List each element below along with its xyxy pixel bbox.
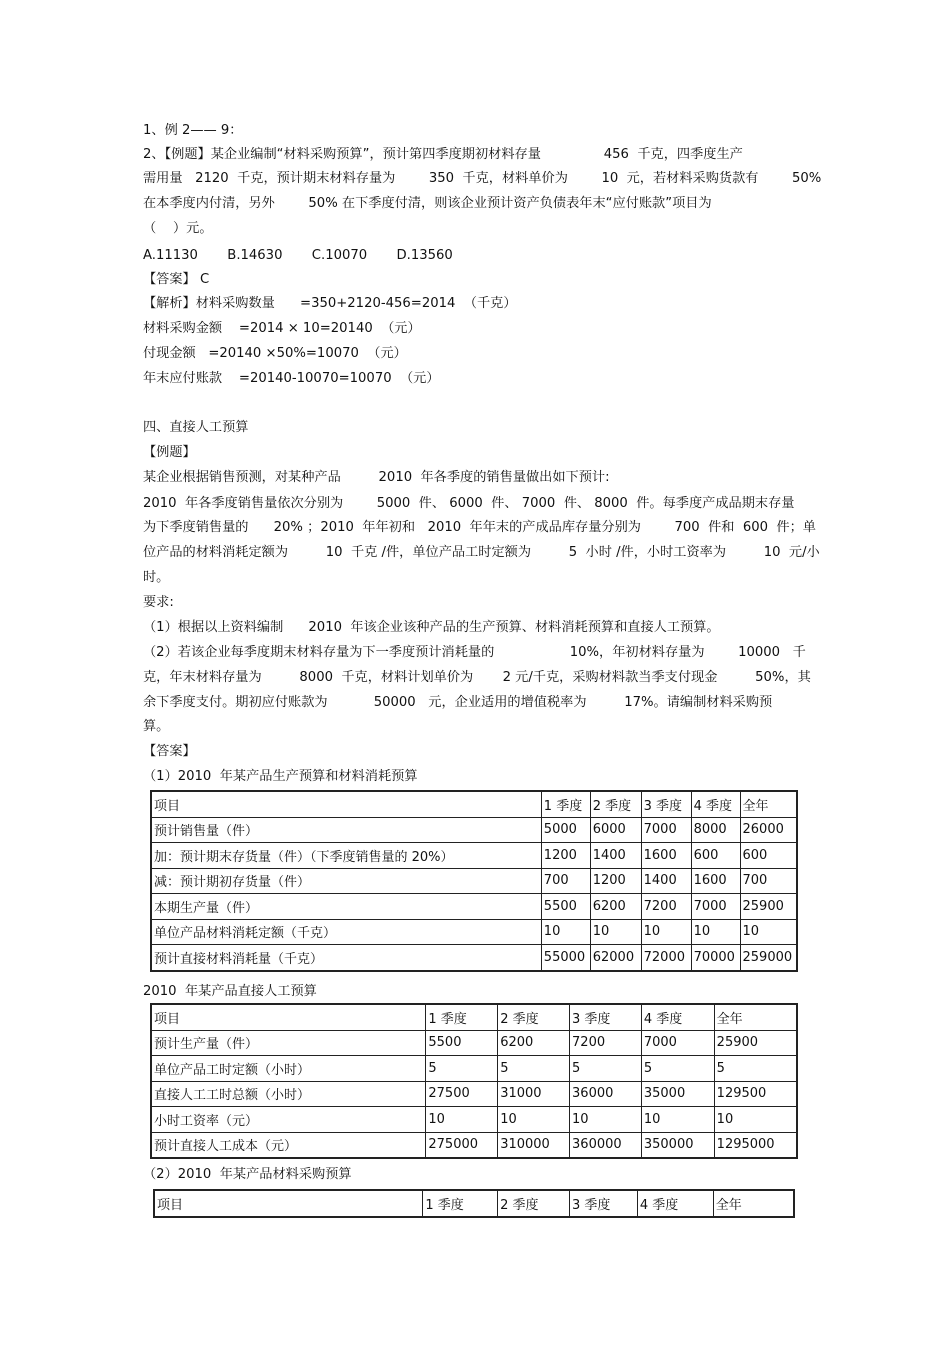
table-caption: （2）2010 年某产品材料采购预算 <box>143 1167 352 1182</box>
problem-line: 在本季度内付清，另外 50% 在下季度付清，则该企业预计资产负债表年末“应付账款”项目为 <box>143 196 712 211</box>
problem-line: 2、【例题】某企业编制“材料采购预算”，预计第四季度期初材料存量 456 千克，四季度生产 <box>143 147 743 162</box>
example-ref-line: 1、例 2—— 9： <box>143 123 243 138</box>
table-header-row <box>151 791 797 817</box>
table-header-cell: 项目 <box>151 791 541 817</box>
table-row <box>151 1107 797 1133</box>
table-cell: 72000 <box>641 945 691 971</box>
table-header-cell: 3 季度 <box>570 1190 638 1217</box>
table-header-row <box>151 1004 797 1030</box>
table-cell: 310000 <box>498 1132 570 1158</box>
table-cell: 600 <box>691 843 740 869</box>
table-header-cell: 2 季度 <box>498 1190 570 1217</box>
table-cell: 10 <box>570 1107 642 1133</box>
table-cell: 7000 <box>691 894 740 920</box>
table-cell: 36000 <box>570 1081 642 1107</box>
table-cell: 129500 <box>714 1081 797 1107</box>
table-header-cell: 4 季度 <box>641 1004 714 1030</box>
table-row <box>151 945 797 971</box>
table-row <box>151 919 797 945</box>
table-cell: 10 <box>498 1107 570 1133</box>
answer-line: 【答案】 C <box>143 272 210 287</box>
table-header-cell: 2 季度 <box>590 791 641 817</box>
paragraph-line: 时。 <box>143 570 170 585</box>
table-cell: 27500 <box>426 1081 498 1107</box>
table-row <box>151 1030 797 1056</box>
table-row <box>151 894 797 920</box>
analysis-line: 年末应付账款 =20140-10070=10070 （元） <box>143 371 440 386</box>
table-header-cell: 1 季度 <box>426 1004 498 1030</box>
table-cell: 5500 <box>541 894 590 920</box>
problem-line: （ ）元。 <box>143 221 213 236</box>
table-cell: 加：预计期末存货量（件）（下季度销售量的 20%） <box>151 843 541 869</box>
table-cell: 31000 <box>498 1081 570 1107</box>
table-cell: 10 <box>641 1107 714 1133</box>
table-cell: 5 <box>498 1056 570 1082</box>
direct-labor-budget-table <box>150 1003 798 1159</box>
table-header-cell: 4 季度 <box>637 1190 713 1217</box>
table-cell: 6200 <box>498 1030 570 1056</box>
table-cell: 6200 <box>590 894 641 920</box>
table-cell: 1400 <box>641 868 691 894</box>
table-cell: 1295000 <box>714 1132 797 1158</box>
table-header-cell: 项目 <box>154 1190 423 1217</box>
table-cell: 1400 <box>590 843 641 869</box>
table-cell: 本期生产量（件） <box>151 894 541 920</box>
requirement-line: （1）根据以上资料编制 2010 年该企业该种产品的生产预算、材料消耗预算和直接人工预算。 <box>143 620 720 635</box>
table-header-cell: 1 季度 <box>541 791 590 817</box>
requirement-label: 要求: <box>143 595 174 610</box>
table-row <box>151 817 797 843</box>
table-cell: 5000 <box>541 817 590 843</box>
analysis-line: 材料采购金额 =2014 × 10=20140 （元） <box>143 321 421 336</box>
section-heading: 四、直接人工预算 <box>143 420 249 435</box>
table-cell: 5 <box>426 1056 498 1082</box>
table-cell: 10 <box>740 919 797 945</box>
table-cell: 62000 <box>590 945 641 971</box>
table-row <box>151 843 797 869</box>
table-header-cell: 3 季度 <box>570 1004 642 1030</box>
table-row <box>151 1056 797 1082</box>
table-header-cell: 项目 <box>151 1004 426 1030</box>
table-cell: 10 <box>691 919 740 945</box>
table-cell: 预计直接人工成本（元） <box>151 1132 426 1158</box>
problem-line: 需用量 2120 千克，预计期末材料存量为 350 千克，材料单价为 10 元，若材料采购货款有 50% <box>143 171 822 186</box>
table-cell: 26000 <box>740 817 797 843</box>
table-cell: 1600 <box>691 868 740 894</box>
material-purchase-budget-table <box>153 1189 795 1218</box>
table-cell: 1200 <box>590 868 641 894</box>
answer-label: 【答案】 <box>143 744 196 759</box>
table-header-row <box>154 1190 794 1217</box>
table-cell: 350000 <box>641 1132 714 1158</box>
table-cell: 10 <box>426 1107 498 1133</box>
table-cell: 10 <box>714 1107 797 1133</box>
table-row <box>151 1081 797 1107</box>
table-cell: 25900 <box>740 894 797 920</box>
table-cell: 259000 <box>740 945 797 971</box>
table-header-cell: 4 季度 <box>691 791 740 817</box>
table-cell: 8000 <box>691 817 740 843</box>
table-cell: 直接人工工时总额（小时） <box>151 1081 426 1107</box>
paragraph-line: 为下季度销售量的 20% ；2010 年年初和 2010 年年末的产成品库存量分别为 700 件和 600 件；单 <box>143 520 816 535</box>
requirement-line: 算。 <box>143 719 170 734</box>
table-cell: 5 <box>570 1056 642 1082</box>
table-header-cell: 全年 <box>740 791 797 817</box>
requirement-line: 余下季度支付。期初应付账款为 50000 元，企业适用的增值税率为 17%。请编制材料采购预 <box>143 695 773 710</box>
options-line: A.11130 B.14630 C.10070 D.13560 <box>143 248 453 263</box>
paragraph-line: 2010 年各季度销售量依次分别为 5000 件、 6000 件、 7000 件、 8000 件。每季度产成品期末存量 <box>143 496 795 511</box>
requirement-line: 克，年末材料存量为 8000 千克，材料计划单价为 2 元/千克，采购材料款当季支付现金 50%，其 <box>143 670 811 685</box>
requirement-line: （2）若该企业每季度期末材料存量为下一季度预计消耗量的 10%，年初材料存量为 10000 千 <box>143 645 806 660</box>
table-cell: 35000 <box>641 1081 714 1107</box>
table-cell: 700 <box>740 868 797 894</box>
paragraph-line: 位产品的材料消耗定额为 10 千克 /件，单位产品工时定额为 5 小时 /件，小时工资率为 10 元/小 <box>143 545 820 560</box>
table-header-cell: 1 季度 <box>423 1190 498 1217</box>
table-cell: 减：预计期初存货量（件） <box>151 868 541 894</box>
table-cell: 70000 <box>691 945 740 971</box>
example-label: 【例题】 <box>143 445 196 460</box>
table-cell: 360000 <box>570 1132 642 1158</box>
table-cell: 55000 <box>541 945 590 971</box>
table-cell: 预计销售量（件） <box>151 817 541 843</box>
table-cell: 单位产品工时定额（小时） <box>151 1056 426 1082</box>
table-cell: 10 <box>590 919 641 945</box>
table-cell: 1600 <box>641 843 691 869</box>
table-cell: 小时工资率（元） <box>151 1107 426 1133</box>
table-cell: 5500 <box>426 1030 498 1056</box>
table-cell: 7200 <box>641 894 691 920</box>
table-cell: 7200 <box>570 1030 642 1056</box>
table-cell: 预计直接材料消耗量（千克） <box>151 945 541 971</box>
table-cell: 6000 <box>590 817 641 843</box>
table-cell: 1200 <box>541 843 590 869</box>
table-cell: 5 <box>641 1056 714 1082</box>
production-budget-table <box>150 790 798 972</box>
table-header-cell: 2 季度 <box>498 1004 570 1030</box>
table-row <box>151 868 797 894</box>
table-cell: 7000 <box>641 1030 714 1056</box>
table-row <box>151 1132 797 1158</box>
table-cell: 600 <box>740 843 797 869</box>
table-cell: 700 <box>541 868 590 894</box>
table-header-cell: 3 季度 <box>641 791 691 817</box>
analysis-line: 付现金额 =20140 ×50%=10070 （元） <box>143 346 407 361</box>
table-cell: 275000 <box>426 1132 498 1158</box>
table-cell: 单位产品材料消耗定额（千克） <box>151 919 541 945</box>
table-header-cell: 全年 <box>714 1004 797 1030</box>
table-caption: 2010 年某产品直接人工预算 <box>143 984 317 999</box>
table-cell: 10 <box>541 919 590 945</box>
analysis-line: 【解析】材料采购数量 =350+2120-456=2014 （千克） <box>143 296 517 311</box>
table-cell: 预计生产量（件） <box>151 1030 426 1056</box>
paragraph-line: 某企业根据销售预测，对某种产品 2010 年各季度的销售量做出如下预计: <box>143 470 610 485</box>
table-cell: 10 <box>641 919 691 945</box>
table-header-cell: 全年 <box>713 1190 794 1217</box>
table-cell: 7000 <box>641 817 691 843</box>
table-cell: 5 <box>714 1056 797 1082</box>
table-caption: （1）2010 年某产品生产预算和材料消耗预算 <box>143 769 418 784</box>
table-cell: 25900 <box>714 1030 797 1056</box>
